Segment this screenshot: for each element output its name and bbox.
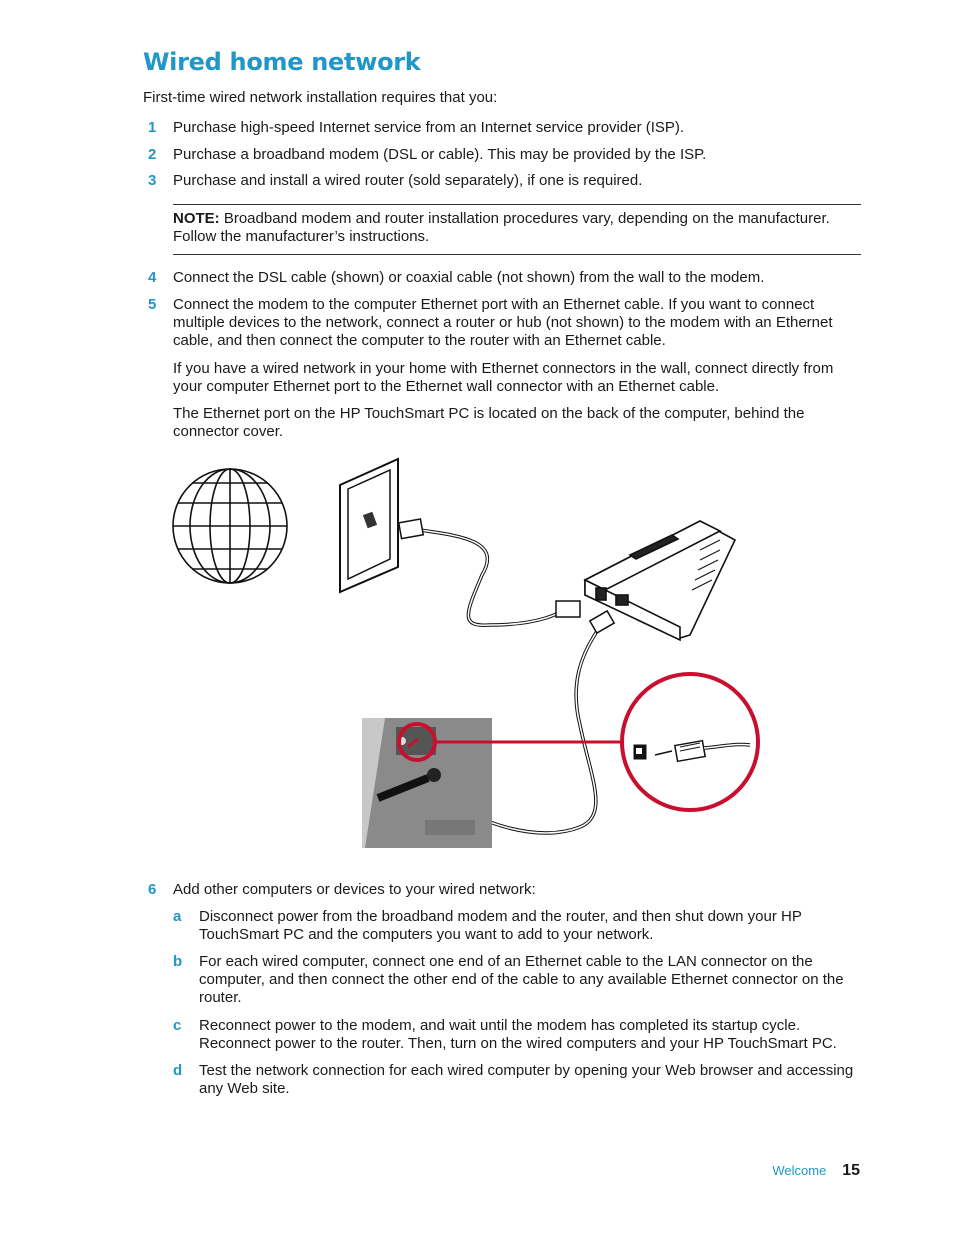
step-text: Add other computers or devices to your wired network: <box>173 881 536 898</box>
substep-letter: d <box>173 1062 183 1079</box>
note-label: NOTE: <box>173 210 220 227</box>
note-rule-top <box>173 204 861 205</box>
step-text: Purchase and install a wired router (sold separately), if one is required. <box>173 172 643 189</box>
computer-port-icon <box>362 718 492 848</box>
step-number: 3 <box>148 172 157 189</box>
step-number: 1 <box>148 119 157 136</box>
paragraph-wall-ethernet: If you have a wired network in your home with Ethernet connectors in the wall, connect directly from your computer Ethernet port to the Ethernet wall connector with an Ethernet cable. <box>173 360 834 395</box>
step-number: 4 <box>148 269 157 286</box>
step-number: 2 <box>148 146 157 163</box>
step-number: 6 <box>148 881 157 898</box>
substep-letter: a <box>173 908 182 925</box>
network-diagram <box>160 455 770 855</box>
substep-text: Disconnect power from the broadband modem and the router, and then shut down your HP TouchSmart PC and the computers you want to add to your network. <box>199 908 802 943</box>
note-box <box>173 210 861 246</box>
substep-text: For each wired computer, connect one end of an Ethernet cable to the LAN connector on the computer, and then connect the other end of the cable to any available Ethernet connector on the router. <box>199 953 844 1006</box>
step-text: Purchase a broadband modem (DSL or cable). This may be provided by the ISP. <box>173 146 707 163</box>
note-text: Broadband modem and router installation procedures vary, depending on the manufacturer. Follow the manufacturer’s instructions. <box>173 210 830 245</box>
substep-letter: c <box>173 1017 182 1034</box>
paragraph-port-location: The Ethernet port on the HP TouchSmart PC is located on the back of the computer, behind the connector cover. <box>173 405 805 440</box>
ethernet-plug-icon <box>622 674 758 810</box>
step-number: 5 <box>148 296 157 313</box>
wall-jack-icon <box>340 459 398 592</box>
intro-text: First-time wired network installation requires that you: <box>143 89 498 106</box>
page-title: Wired home network <box>143 48 421 76</box>
substep-letter: b <box>173 953 183 970</box>
substep-text: Reconnect power to the modem, and wait until the modem has completed its startup cycle. Reconnect power to the router. Then, turn on the wired computers and your HP TouchSmart PC. <box>199 1017 837 1052</box>
globe-icon <box>173 469 287 583</box>
page-number: 15 <box>842 1162 860 1179</box>
step-text: Connect the DSL cable (shown) or coaxial cable (not shown) from the wall to the modem. <box>173 269 765 286</box>
page-footer <box>772 1161 860 1180</box>
step-text: Connect the modem to the computer Ethernet port with an Ethernet cable. If you want to connect multiple devices to the network, connect a router or hub (not shown) to the modem with an Ethernet cable, and then connect the computer to the router with an Ethernet cable. <box>173 296 833 349</box>
note-rule-bottom <box>173 254 861 255</box>
substep-text: Test the network connection for each wired computer by opening your Web browser and accessing any Web site. <box>199 1062 854 1097</box>
footer-section: Welcome <box>772 1163 827 1178</box>
step-text: Purchase high-speed Internet service from an Internet service provider (ISP). <box>173 119 685 136</box>
